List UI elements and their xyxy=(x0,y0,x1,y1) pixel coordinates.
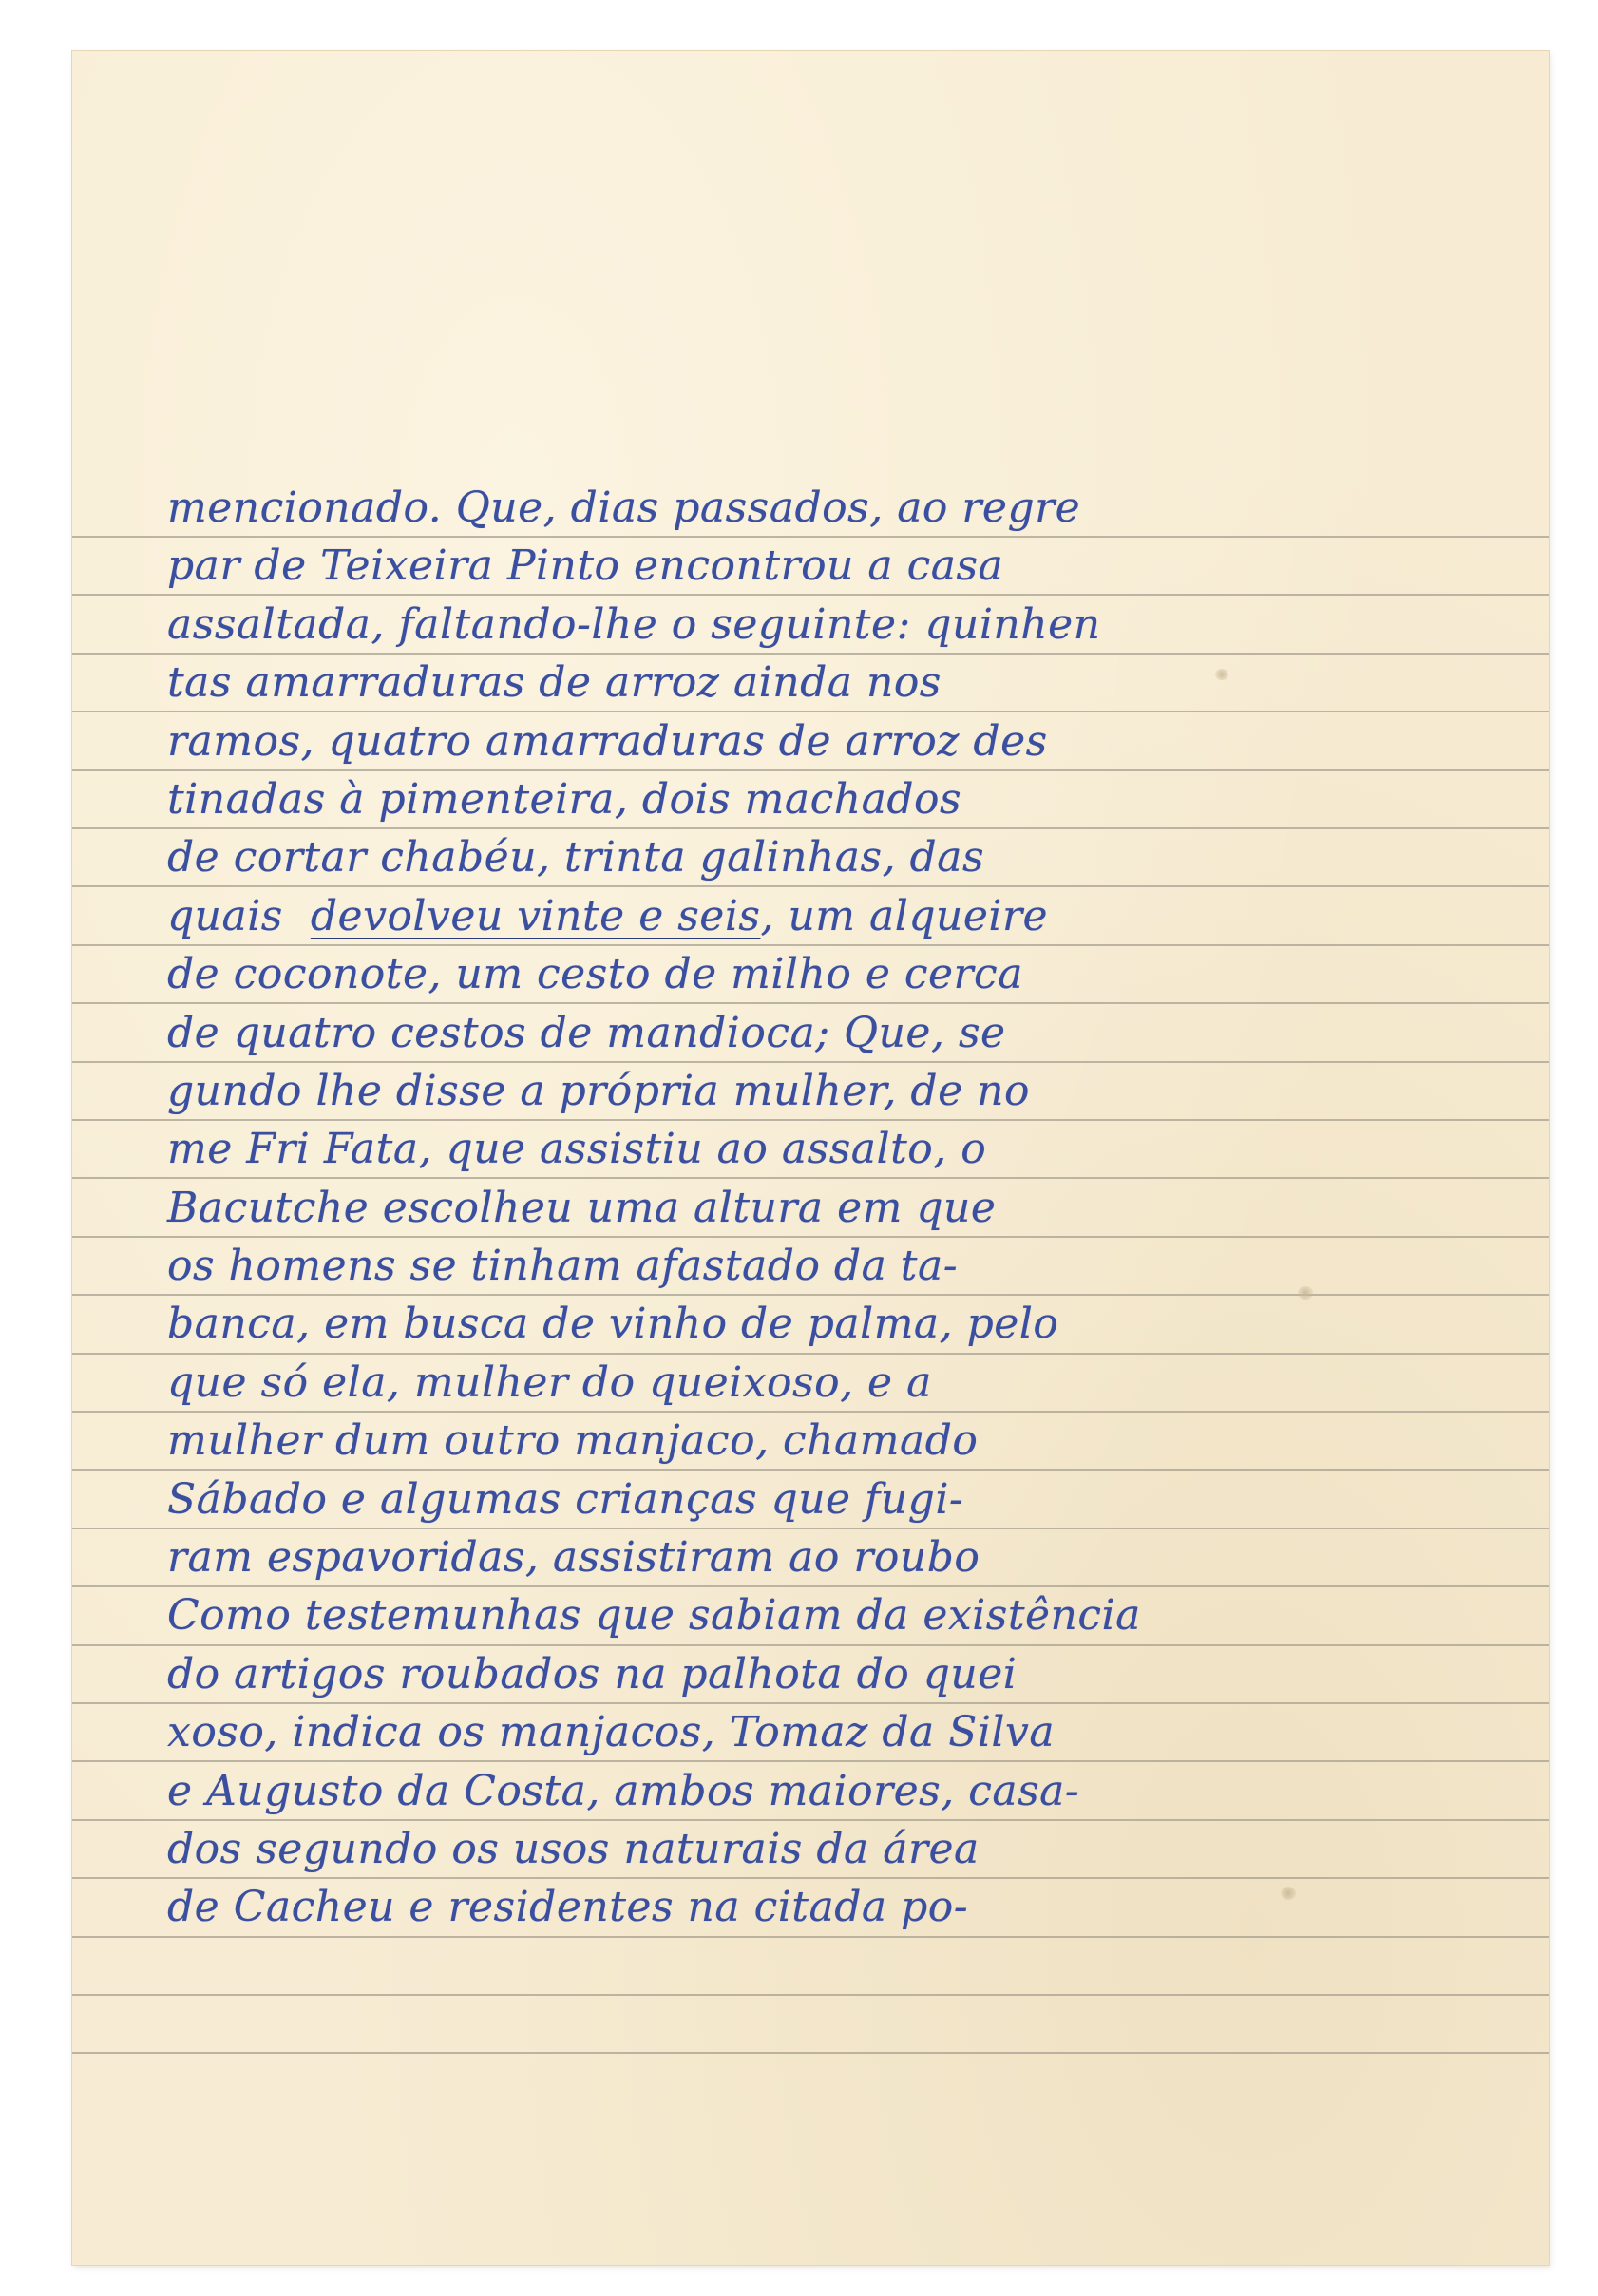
text-line: tas amarraduras de arroz ainda nos xyxy=(167,658,942,708)
paper-blemish xyxy=(1215,669,1228,680)
text-line: mulher dum outro manjaco, chamado xyxy=(167,1416,979,1466)
paper-blemish xyxy=(1298,1286,1313,1300)
text-line: de cortar chabéu, trinta galinhas, das xyxy=(167,833,985,882)
text-line: ramos, quatro amarraduras de arroz des xyxy=(167,716,1048,766)
text-line: que só ela, mulher do queixoso, e a xyxy=(167,1357,932,1407)
text-line: dos segundo os usos naturais da área xyxy=(167,1824,980,1873)
ruled-line xyxy=(72,1994,1549,1996)
handwritten-text xyxy=(167,479,1317,1937)
text-line: xoso, indica os manjacos, Tomaz da Silva xyxy=(167,1708,1056,1757)
text-line: me Fri Fata, que assistiu ao assalto, o xyxy=(167,1125,987,1174)
text-line: Como testemunhas que sabiam da existência xyxy=(167,1591,1141,1641)
text-line: de Cacheu e residentes na citada po- xyxy=(167,1883,969,1932)
text-line: Bacutche escolheu uma altura em que xyxy=(167,1183,997,1232)
text-line: de coconote, um cesto de milho e cerca xyxy=(167,950,1023,999)
underlined-phrase: devolveu vinte e seis xyxy=(310,891,761,940)
text-line: do artigos roubados na palhota do quei xyxy=(167,1649,1018,1698)
text-line: de quatro cestos de mandioca; Que, se xyxy=(167,1008,1006,1057)
text-line: ram espavoridas, assistiram ao roubo xyxy=(167,1533,980,1583)
text-line: banca, em busca de vinho de palma, pelo xyxy=(167,1300,1059,1349)
text-line: tinadas à pimenteira, dois machados xyxy=(167,774,962,824)
paper-sheet xyxy=(72,51,1549,2265)
text-line: gundo lhe disse a própria mulher, de no xyxy=(167,1066,1030,1115)
ruled-line xyxy=(72,2052,1549,2054)
text-line: mencionado. Que, dias passados, ao regre xyxy=(167,484,1081,532)
paper-blemish xyxy=(1281,1887,1296,1900)
text-line: par de Teixeira Pinto encontrou a casa xyxy=(167,541,1004,591)
text-line: Sábado e algumas crianças que fugi- xyxy=(167,1474,964,1524)
text-line: e Augusto da Costa, ambos maiores, casa- xyxy=(167,1766,1080,1815)
text-line: assaltada, faltando-lhe o seguinte: quinhen xyxy=(167,599,1101,649)
text-line: os homens se tinham afastado da ta- xyxy=(167,1242,959,1291)
text-line-with-underline: quais devolveu vinte e seis, um alqueire xyxy=(167,887,1317,945)
